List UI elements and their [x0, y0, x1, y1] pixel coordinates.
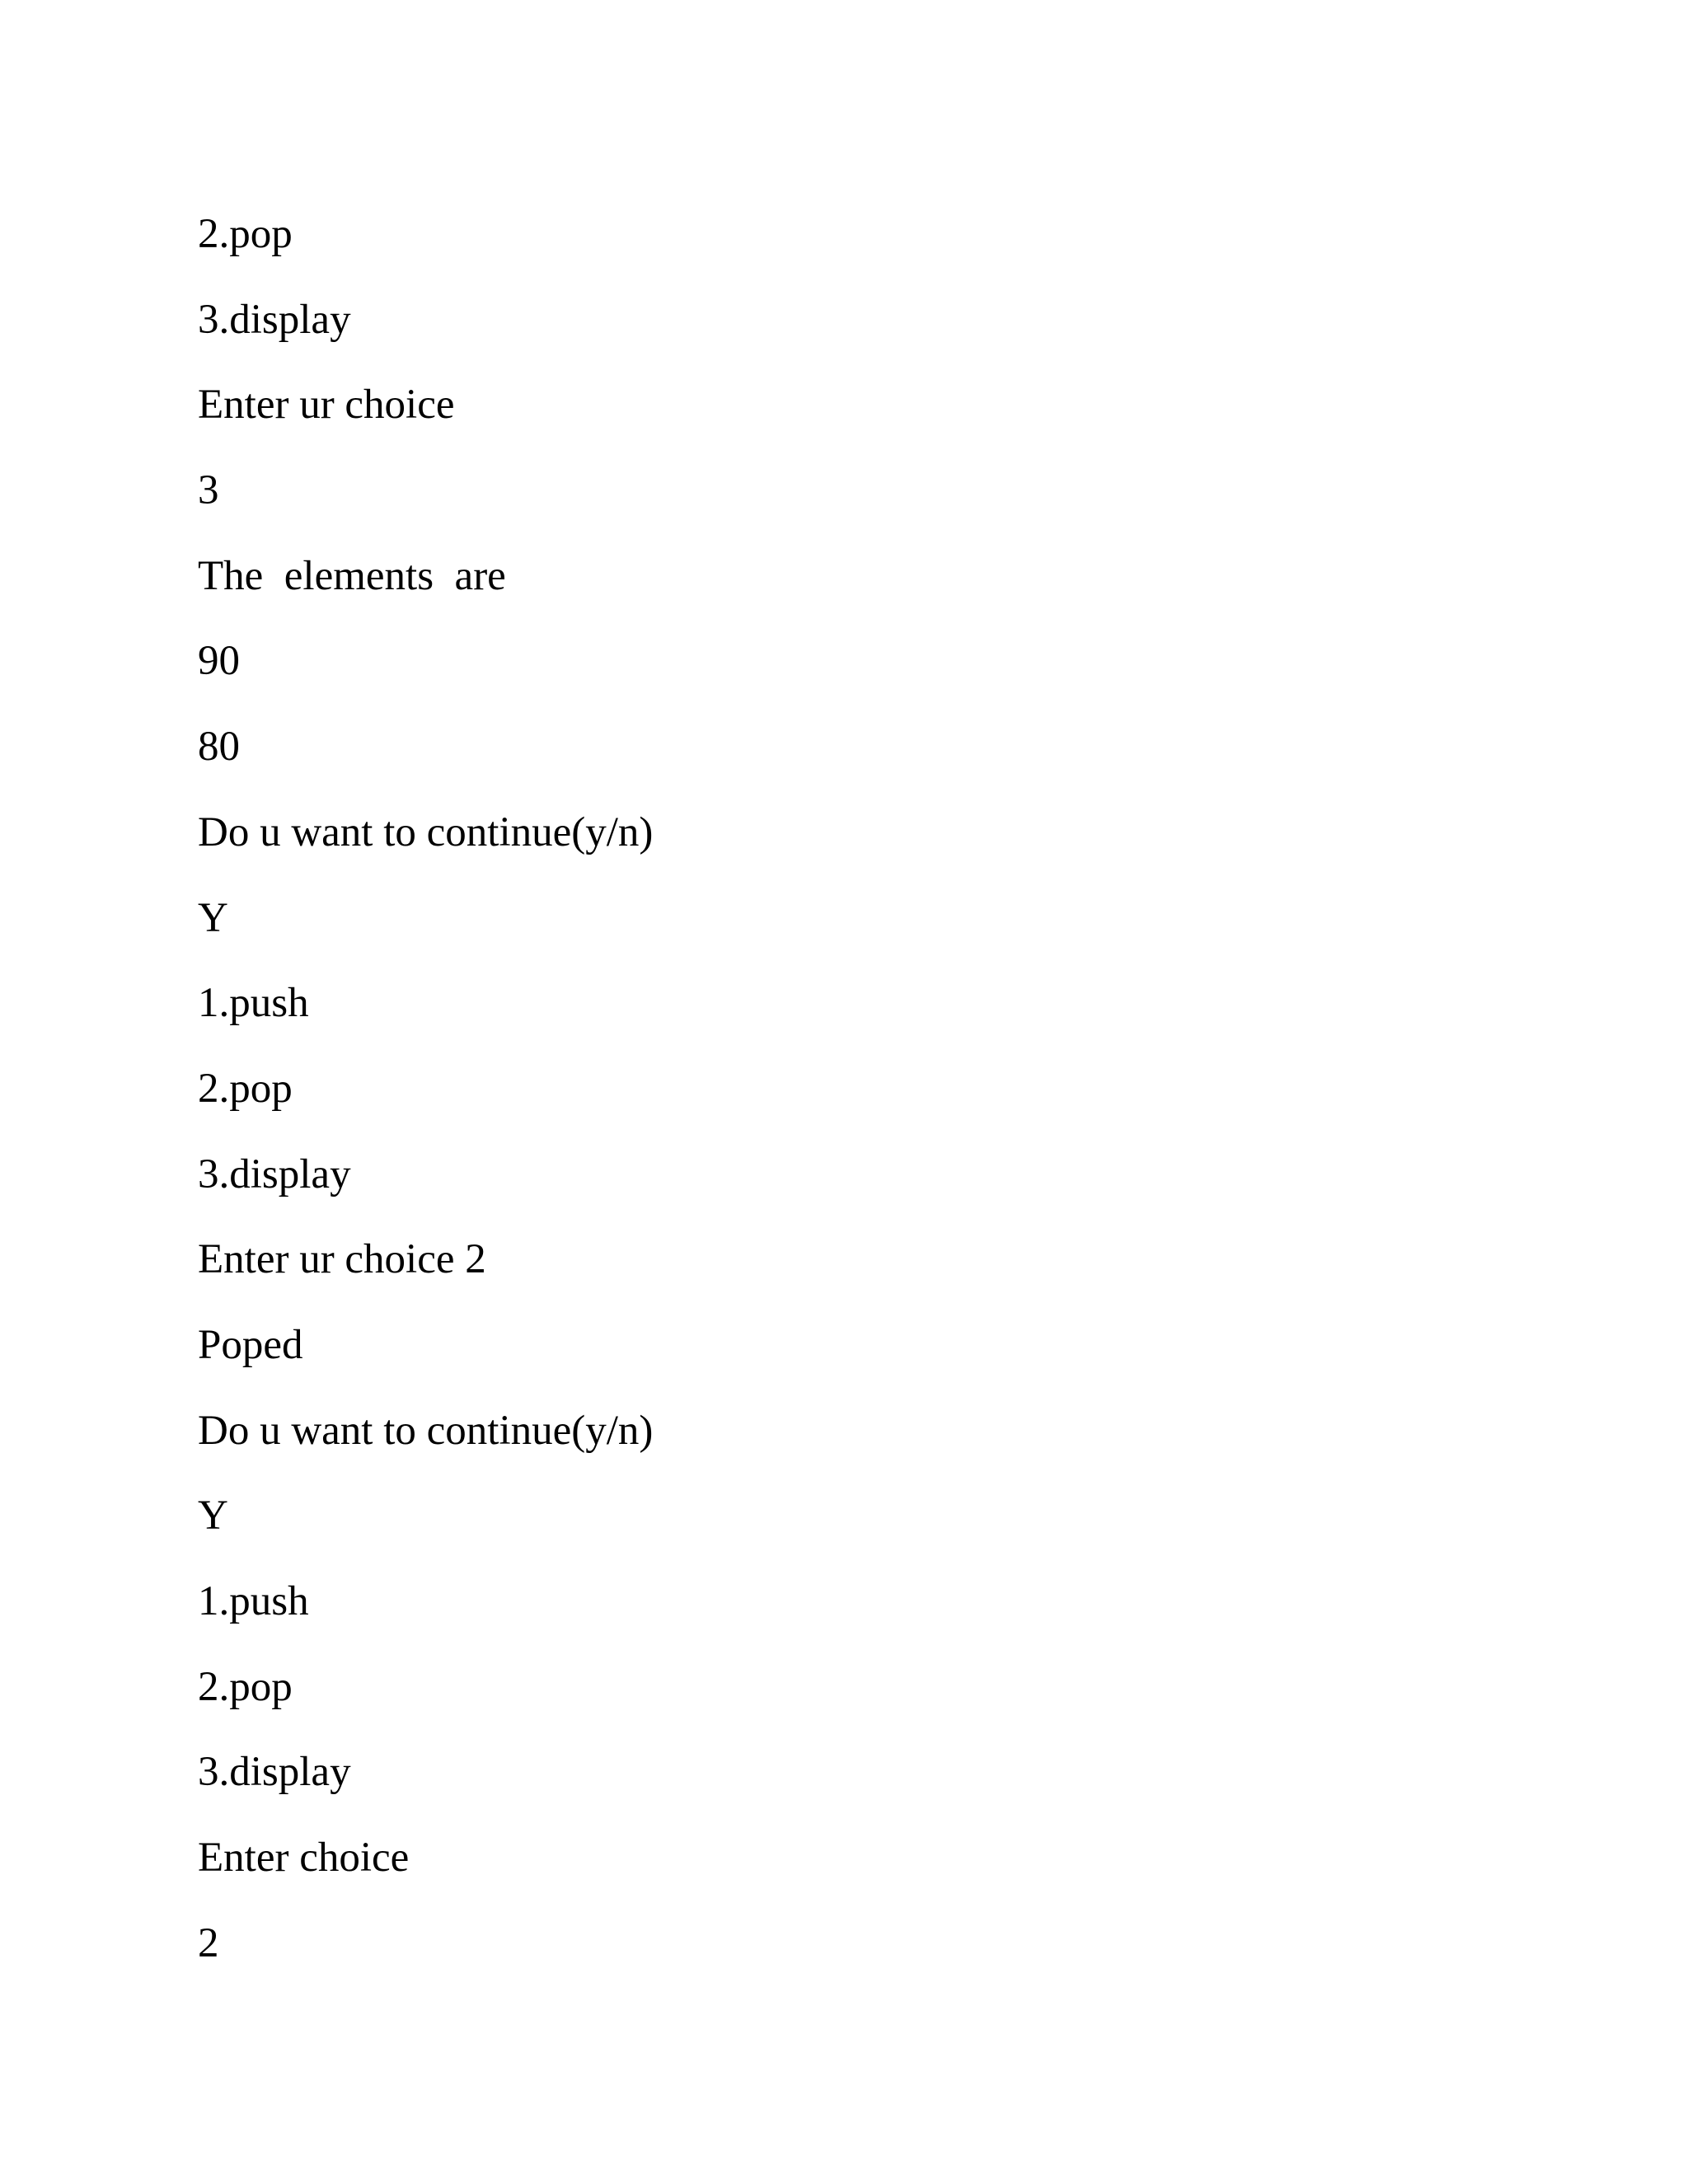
output-line: 90 — [198, 638, 240, 685]
output-line: 3.display — [198, 296, 351, 343]
output-line: Enter ur choice 2 — [198, 1236, 486, 1283]
output-line: Y — [198, 894, 228, 941]
output-line: 3 — [198, 467, 219, 514]
output-line: Poped — [198, 1321, 303, 1368]
output-line: 3.display — [198, 1749, 351, 1796]
output-line: 2 — [198, 1919, 219, 1966]
output-line: Y — [198, 1493, 228, 1540]
program-output — [198, 192, 653, 1986]
output-line: 2.pop — [198, 1065, 293, 1112]
output-line: Enter choice — [198, 1835, 410, 1882]
output-line: 1.push — [198, 1578, 309, 1624]
output-line: 80 — [198, 724, 240, 771]
output-line: 1.push — [198, 980, 309, 1027]
output-line: 3.display — [198, 1151, 351, 1197]
output-line: 2.pop — [198, 1663, 293, 1710]
output-line: Do u want to continue(y/n) — [198, 808, 654, 855]
output-line: Enter ur choice — [198, 382, 455, 429]
output-line: The elements are — [198, 552, 506, 599]
output-line: Do u want to continue(y/n) — [198, 1407, 654, 1454]
output-line: 2.pop — [198, 211, 293, 257]
